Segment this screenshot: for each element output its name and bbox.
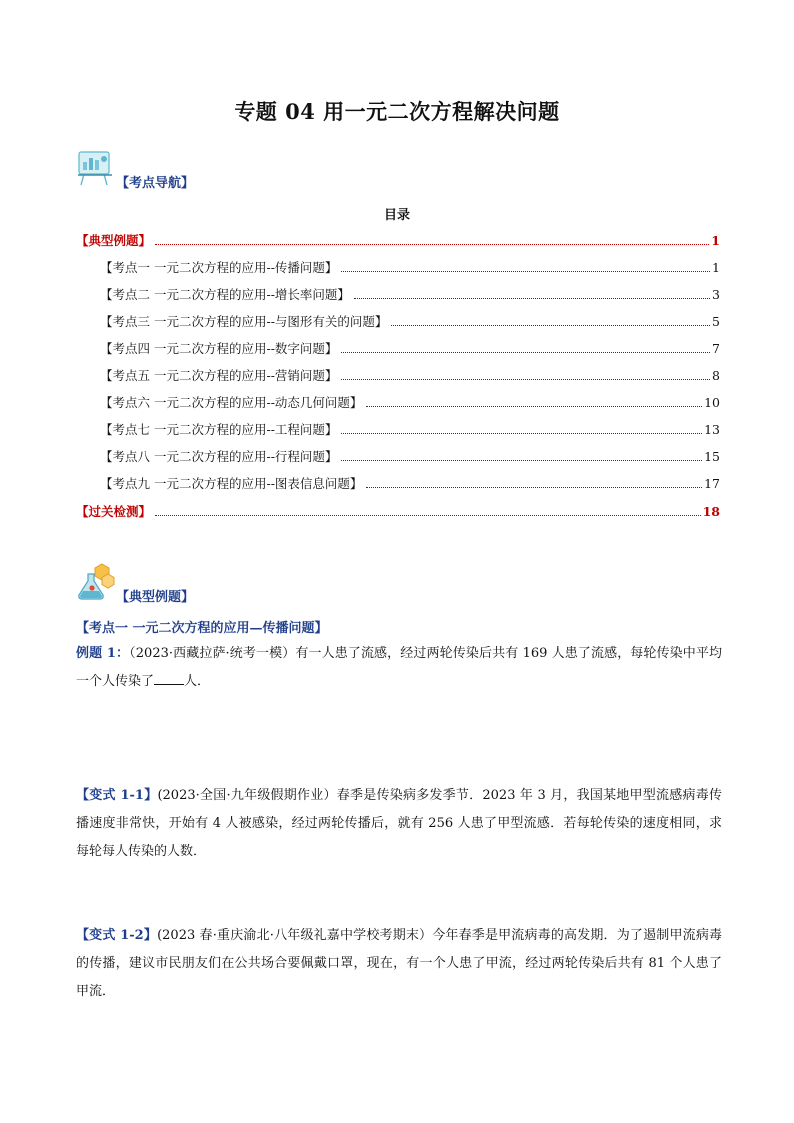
toc-leader-dots [341, 459, 702, 461]
variant-1-2-tag: 【变式 1-2】 [76, 928, 158, 943]
toc-item-text: 【考点一 一元二次方程的应用--传播问题】 [100, 260, 338, 275]
toc-item-text: 【考点七 一元二次方程的应用--工程问题】 [100, 422, 338, 437]
variant-1-2-text: (2023 春·重庆渝北·八年级礼嘉中学校考期末）今年春季是甲流病毒的高发期．为了遏制甲流病毒的传播，建议市民朋友们在公共场合要佩戴口罩，现在，有一个人患了甲流，经过两轮传染后共有 81 个人患了甲流． [76, 928, 722, 999]
kaodian-1-heading: 【考点一 一元二次方程的应用—传播问题】 [76, 621, 328, 636]
toc-item-text: 【考点九 一元二次方程的应用--图表信息问题】 [100, 476, 363, 491]
toc-title: 目录 [383, 208, 410, 223]
page-title: 专题 04 用一元二次方程解决问题 [234, 99, 560, 124]
toc-item-kaodian-4[interactable] [100, 339, 720, 359]
toc-item-text: 【考点三 一元二次方程的应用--与图形有关的问题】 [100, 314, 388, 329]
toc-leader-dots [391, 324, 710, 326]
toc-item-text: 【过关检测】 [76, 504, 152, 519]
toc-item-page: 13 [704, 422, 720, 437]
toc-leader-dots [341, 432, 702, 434]
toc-item-kaodian-1[interactable] [100, 258, 720, 278]
toc-item-page: 1 [712, 260, 720, 275]
toc-item-page: 3 [712, 287, 720, 302]
toc-leader-dots [341, 270, 710, 272]
toc-leader-dots [366, 405, 702, 407]
toc-item-text: 【考点二 一元二次方程的应用--增长率问题】 [100, 287, 350, 302]
toc-item-page: 7 [712, 341, 720, 356]
toc-item-examples[interactable] [76, 231, 720, 251]
toc-leader-dots [341, 378, 710, 380]
variant-1-1 [76, 782, 722, 866]
toc-item-page: 10 [704, 395, 720, 410]
toc-leader-dots [341, 351, 710, 353]
toc-item-kaodian-3[interactable] [100, 312, 720, 332]
example-1-tag: 例题 1： [76, 646, 130, 661]
toc-item-page: 1 [711, 233, 720, 248]
toc-item-kaodian-5[interactable] [100, 366, 720, 386]
toc-item-page: 17 [704, 476, 720, 491]
toc-item-text: 【典型例题】 [76, 233, 152, 248]
toc-item-page: 5 [712, 314, 720, 329]
toc-item-kaodian-8[interactable] [100, 447, 720, 467]
toc-item-text: 【考点五 一元二次方程的应用--营销问题】 [100, 368, 338, 383]
toc-item-kaodian-2[interactable] [100, 285, 720, 305]
toc-item-text: 【考点八 一元二次方程的应用--行程问题】 [100, 449, 338, 464]
toc-item-checkpoint[interactable] [76, 502, 720, 522]
toc-item-kaodian-7[interactable] [100, 420, 720, 440]
toc-item-text: 【考点六 一元二次方程的应用--动态几何问题】 [100, 395, 363, 410]
toc-item-page: 15 [704, 449, 720, 464]
variant-1-1-text: (2023·全国·九年级假期作业）春季是传染病多发季节．2023 年 3 月，我国某地甲型流感病毒传播速度非常快，开始有 4 人被感染，经过两轮传播后，就有 256 人患了甲型流感．若每轮传染的速度相同，求每轮每人传染的人数． [76, 788, 722, 859]
example-1-text: （2023·西藏拉萨·统考一模）有一人患了流感，经过两轮传染后共有 169 人患了流感，每轮传染中平均一个人传染了 [76, 646, 722, 689]
variant-1-1-tag: 【变式 1-1】 [76, 788, 158, 803]
variant-1-2 [76, 922, 722, 1006]
toc-item-page: 18 [702, 504, 720, 519]
example-1 [76, 640, 722, 696]
toc-item-page: 8 [712, 368, 720, 383]
nav-section-header [76, 148, 276, 191]
answer-blank[interactable] [154, 670, 184, 685]
toc-leader-dots [366, 486, 702, 488]
toc-leader-dots [155, 243, 709, 245]
toc-item-kaodian-6[interactable] [100, 393, 720, 413]
toc-item-text: 【考点四 一元二次方程的应用--数字问题】 [100, 341, 338, 356]
example-1-text-end: 人． [184, 674, 211, 689]
presentation-board-icon [76, 148, 116, 188]
toc-item-kaodian-9[interactable] [100, 474, 720, 494]
toc-leader-dots [354, 297, 710, 299]
examples-label: 【典型例题】 [116, 590, 195, 605]
toc-leader-dots [155, 514, 701, 516]
nav-label: 【考点导航】 [116, 176, 195, 191]
examples-section-header [76, 562, 276, 605]
flask-hexagon-icon [76, 562, 116, 602]
